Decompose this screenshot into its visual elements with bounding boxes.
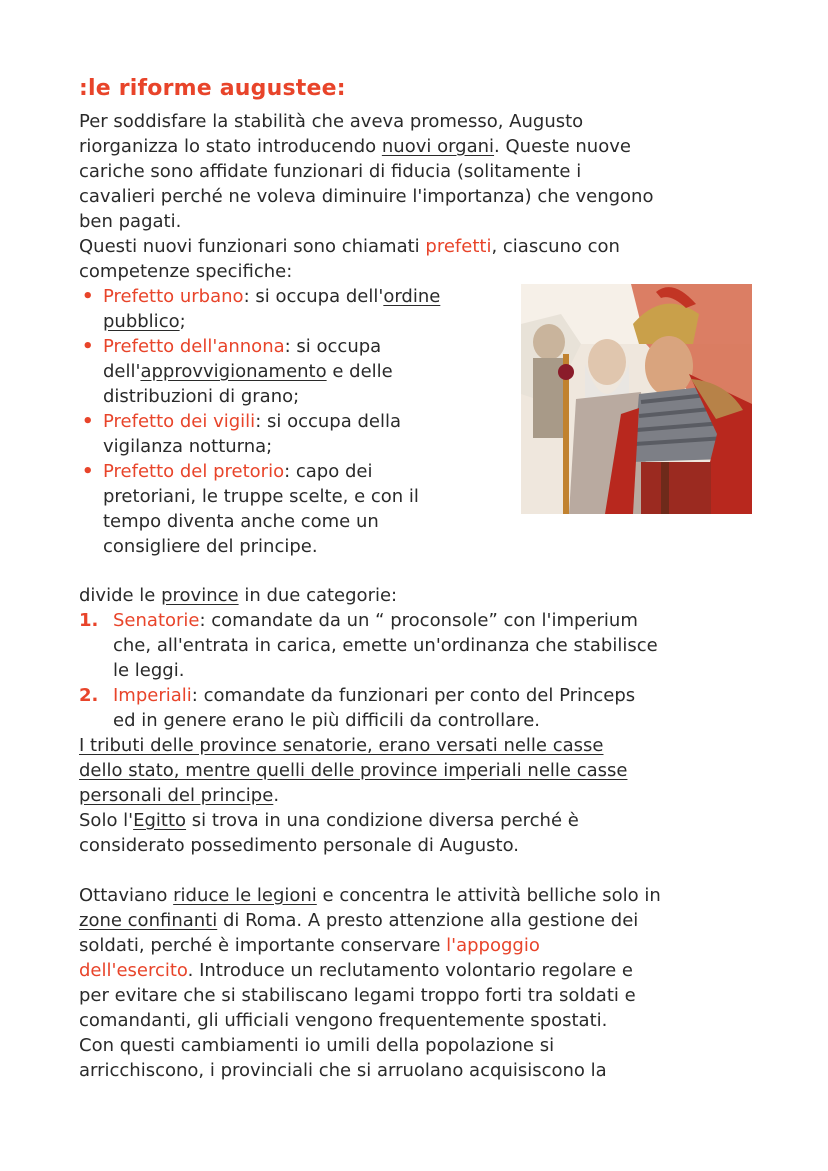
bullet-icon: • bbox=[82, 286, 94, 307]
bullet-icon: • bbox=[82, 461, 94, 482]
tributi-paragraph bbox=[79, 733, 627, 858]
province-list bbox=[79, 608, 658, 733]
list-item-prefetto-pretorio: • Prefetto del pretorio: capo dei pretoriani, le truppe scelte, e con il tempo diventa anche come un consigliere del principe. bbox=[82, 461, 419, 557]
bullet-icon: • bbox=[82, 411, 94, 432]
list-item-prefetto-annona: • Prefetto dell'annona: si occupa dell'approvvigionamento e delle distribuzioni di grano; bbox=[82, 336, 393, 407]
text-line: zone confinanti di Roma. A presto attenzione alla gestione dei bbox=[79, 910, 639, 931]
list-item-senatorie: 1. Senatorie: comandate da un “ proconsole” con l'imperium che, all'entrata in carica, emette un'ordinanza che stabilisce le leggi. bbox=[79, 610, 658, 681]
roman-soldiers-illustration bbox=[521, 284, 752, 514]
bullet-icon: • bbox=[82, 336, 94, 357]
text-line: personali del principe. bbox=[79, 785, 280, 806]
text-line: cavalieri perché ne voleva diminuire l'importanza) che vengono bbox=[79, 186, 654, 207]
text-line: riorganizza lo stato introducendo nuovi organi. Queste nuove bbox=[79, 136, 631, 157]
list-item-imperiali: 2. Imperiali: comandate da funzionari per conto del Princeps ed in genere erano le più difficili da controllare. bbox=[79, 685, 636, 731]
text-line: Questi nuovi funzionari sono chiamati prefetti, ciascuno con bbox=[79, 236, 620, 257]
text-line: I tributi delle province senatorie, erano versati nelle casse bbox=[79, 735, 604, 756]
text-line: ben pagati. bbox=[79, 211, 182, 232]
text-line: dello stato, mentre quelli delle province imperiali nelle casse bbox=[79, 760, 628, 781]
text-line: dell'esercito. Introduce un reclutamento volontario regolare e bbox=[79, 960, 633, 981]
text-line: soldati, perché è importante conservare l'appoggio bbox=[79, 935, 540, 956]
list-number: 1. bbox=[79, 610, 99, 631]
text-line: arricchiscono, i provinciali che si arruolano acquisiscono la bbox=[79, 1060, 607, 1081]
roman-soldiers-image bbox=[521, 284, 752, 514]
intro-paragraph bbox=[79, 109, 653, 284]
list-item-prefetto-urbano: • Prefetto urbano: si occupa dell'ordine pubblico; bbox=[82, 286, 441, 332]
prefetti-list bbox=[79, 284, 440, 559]
text-line: divide le province in due categorie: bbox=[79, 585, 398, 606]
text-line: Ottaviano riduce le legioni e concentra le attività belliche solo in bbox=[79, 885, 661, 906]
list-item-prefetto-vigili: • Prefetto dei vigili: si occupa della vigilanza notturna; bbox=[82, 411, 401, 457]
text-line: competenze specifiche: bbox=[79, 261, 293, 282]
text-line: Con questi cambiamenti io umili della popolazione si bbox=[79, 1035, 555, 1056]
text-line: Per soddisfare la stabilità che aveva promesso, Augusto bbox=[79, 111, 584, 132]
text-line: comandanti, gli ufficiali vengono frequentemente spostati. bbox=[79, 1010, 608, 1031]
highlight-prefetti: prefetti bbox=[425, 236, 492, 257]
text-line: Solo l'Egitto si trova in una condizione diversa perché è bbox=[79, 810, 579, 831]
text-line: per evitare che si stabiliscano legami troppo forti tra soldati e bbox=[79, 985, 636, 1006]
province-intro bbox=[79, 583, 397, 608]
legioni-paragraph bbox=[79, 883, 661, 1083]
list-number: 2. bbox=[79, 685, 99, 706]
text-line: cariche sono affidate funzionari di fiducia (solitamente i bbox=[79, 161, 582, 182]
highlight-nuovi-organi: nuovi organi bbox=[381, 136, 495, 157]
text-line: considerato possedimento personale di Augusto. bbox=[79, 835, 520, 856]
page-title: :le riforme augustee: bbox=[79, 76, 346, 101]
